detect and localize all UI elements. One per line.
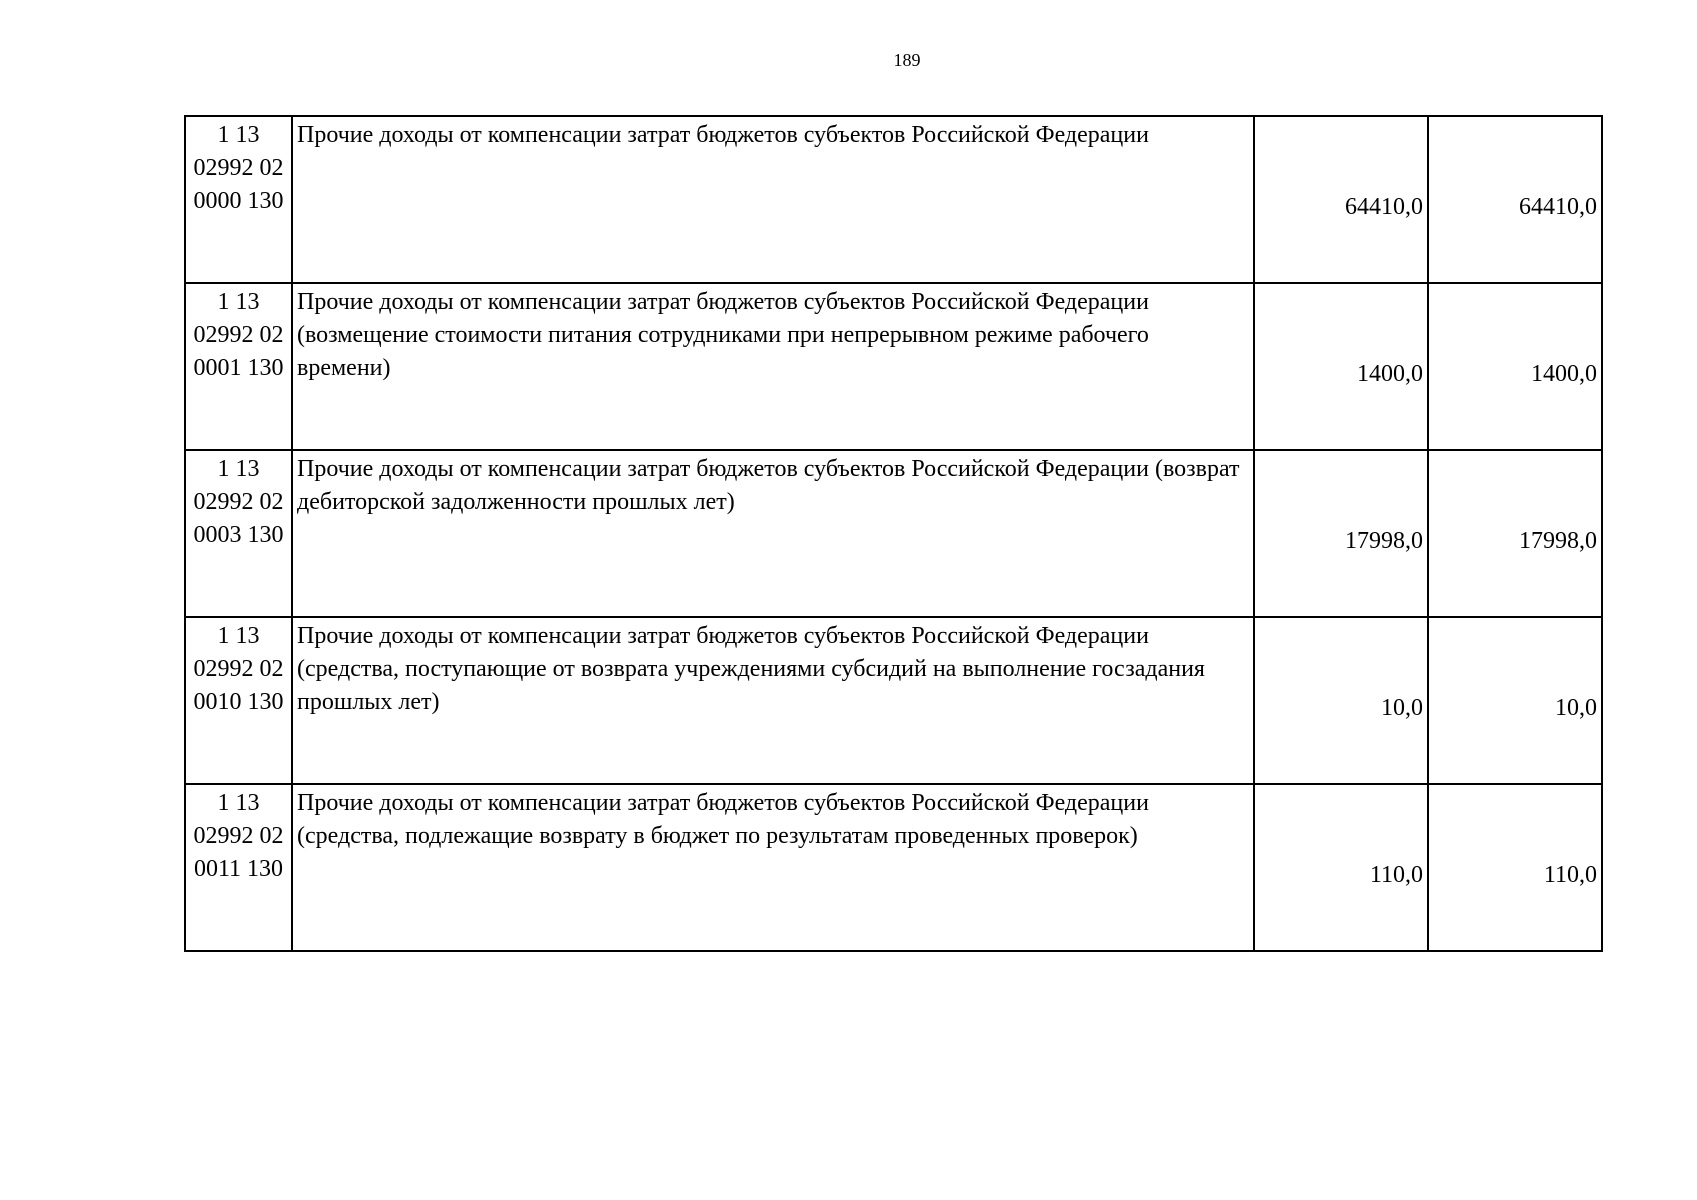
amount-cell-1 [1254,617,1428,784]
amount-value: 1400,0 [1531,361,1597,387]
table-row [185,617,1602,784]
amount-cell-2 [1428,283,1602,450]
code-part: 0001 130 [193,355,284,381]
description-cell: Прочие доходы от компенсации затрат бюджетов субъектов Российской Федерации [292,116,1254,283]
amount-value: 17998,0 [1345,528,1423,554]
table-row [185,116,1602,283]
code-part: 0011 130 [193,856,284,882]
table-row [185,283,1602,450]
amount-cell-2 [1428,116,1602,283]
code-part: 1 13 [217,790,260,816]
amount-value: 110,0 [1369,862,1423,888]
budget-code-cell [185,450,292,617]
amount-value: 110,0 [1543,862,1597,888]
code-part: 02992 02 [193,489,284,515]
code-part: 02992 02 [193,322,284,348]
budget-code-cell [185,116,292,283]
amount-value: 64410,0 [1345,194,1423,220]
page-number: 189 [893,50,921,70]
amount-value: 17998,0 [1519,528,1597,554]
code-part: 1 13 [217,122,260,148]
code-part: 0000 130 [193,188,284,214]
amount-cell-1 [1254,450,1428,617]
code-part: 1 13 [217,623,260,649]
budget-code-cell [185,283,292,450]
table-row [185,784,1602,951]
budget-code-cell [185,784,292,951]
code-part: 02992 02 [193,155,284,181]
budget-revenue-table [184,115,1603,952]
amount-value: 10,0 [1381,695,1423,721]
description-cell: Прочие доходы от компенсации затрат бюджетов субъектов Российской Федерации (средства, подлежащие возврату в бюджет по результатам проведенных проверок) [292,784,1254,951]
code-part: 1 13 [217,456,260,482]
amount-value: 1400,0 [1357,361,1423,387]
code-part: 1 13 [217,289,260,315]
amount-cell-1 [1254,116,1428,283]
amount-cell-2 [1428,450,1602,617]
amount-cell-2 [1428,617,1602,784]
amount-cell-1 [1254,283,1428,450]
amount-value: 10,0 [1555,695,1597,721]
amount-cell-1 [1254,784,1428,951]
description-cell: Прочие доходы от компенсации затрат бюджетов субъектов Российской Федерации (возмещение стоимости питания сотрудниками при непрерывном режиме рабочего времени) [292,283,1254,450]
table-row [185,450,1602,617]
code-part: 0010 130 [193,689,284,715]
code-part: 0003 130 [193,522,284,548]
code-part: 02992 02 [193,656,284,682]
budget-code-cell [185,617,292,784]
description-cell: Прочие доходы от компенсации затрат бюджетов субъектов Российской Федерации (возврат дебиторской задолженности прошлых лет) [292,450,1254,617]
description-cell: Прочие доходы от компенсации затрат бюджетов субъектов Российской Федерации (средства, поступающие от возврата учреждениями субсидий на выполнение госзадания прошлых лет) [292,617,1254,784]
code-part: 02992 02 [193,823,284,849]
amount-value: 64410,0 [1519,194,1597,220]
amount-cell-2 [1428,784,1602,951]
